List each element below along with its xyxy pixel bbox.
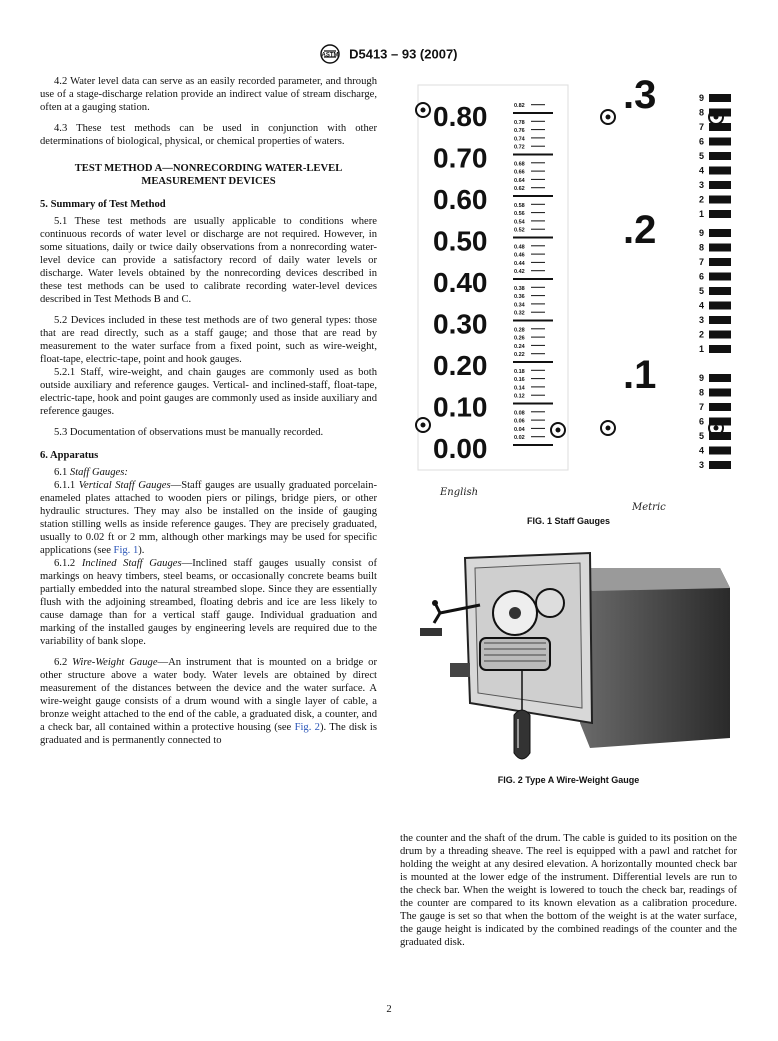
metric-minor-label: 1 (699, 344, 705, 354)
metric-minor-label: 4 (699, 445, 705, 456)
english-major-label: 0.00 (433, 433, 488, 464)
staff-gauge-drawing (413, 75, 738, 475)
housing-top-icon (580, 568, 730, 591)
paragraph-6-1: 6.1 Staff Gauges: (54, 467, 128, 478)
metric-tick-block (709, 123, 731, 131)
screw-center-icon (606, 115, 611, 120)
paragraph-5-1: 5.1 These test methods are usually applicable to conditions where continuous records of water level or discharge are not required. However, in some situations, daily or twice daily observations from a nonrecording water-level device can provide a satisfactory record of daily water levels or discharge. Water levels obtained by the nonrecording devices described in these test methods can be used to calibrate recording water-level devices described in Test Methods B and C. (40, 216, 377, 305)
english-minor-label: 0.14 (514, 385, 525, 392)
metric-minor-label: 3 (699, 180, 705, 190)
metric-minor-label: 6 (699, 271, 705, 282)
english-minor-label: 0.08 (514, 410, 525, 417)
fig2-link[interactable]: Fig. 2 (294, 722, 320, 733)
metric-minor-label: 4 (699, 300, 705, 311)
english-minor-label: 0.58 (514, 202, 525, 209)
metric-tick-block (709, 403, 731, 411)
english-minor-label: 0.52 (514, 227, 525, 234)
metric-minor-label: 2 (699, 329, 705, 340)
metric-tick-block (709, 316, 731, 324)
paragraph-5-2: 5.2 Devices included in these test methods are of two general types: those that are read directly, such as a staff gauge; and those that are read by measurement to the water surface from a fixed point, such as wire-weight, float-tape, electric-tape, point and hook gauges. (40, 315, 377, 365)
english-minor-label: 0.48 (514, 244, 525, 251)
metric-minor-label: 9 (699, 373, 705, 383)
english-minor-label: 0.62 (514, 186, 525, 193)
figure-1-caption: FIG. 1 Staff Gauges (526, 516, 611, 526)
english-minor-label: 0.46 (514, 252, 525, 259)
screw-center-icon (556, 428, 561, 433)
screw-center-icon (714, 426, 719, 431)
metric-minor-label: 9 (699, 93, 705, 103)
english-minor-label: 0.34 (514, 302, 525, 309)
metric-tick-block (709, 418, 731, 426)
english-major-label: 0.80 (433, 101, 488, 132)
english-major-label: 0.50 (433, 225, 488, 257)
left-column (40, 75, 377, 747)
english-minor-label: 0.82 (514, 103, 525, 110)
metric-tick-block (709, 210, 731, 218)
english-minor-label: 0.56 (514, 211, 525, 218)
screw-center-icon (421, 108, 426, 113)
english-minor-label: 0.16 (514, 377, 525, 384)
figure-2-caption: FIG. 2 Type A Wire-Weight Gauge (497, 775, 640, 785)
metric-tick-block (709, 461, 731, 469)
english-major-label: 0.10 (433, 391, 488, 423)
paragraph-continuation: the counter and the shaft of the drum. The cable is guided to its position on the drum by a threading sheave. The reel is equipped with a pawl and ratchet for holding the weight at any desired elevation. A horizontally mounted check bar is mounted at the lower edge of the instrument. Differential levels are run to the check bar. When the weight is lowered to touch the check bar, readings of the counter are compared to its known elevation as a calibration procedure. The gauge is set so that when the bottom of the weight is at the water surface, the gauge height is indicated by the combined readings of the counter and the graduated disk. (400, 833, 737, 948)
english-minor-label: 0.36 (514, 294, 525, 301)
english-minor-label: 0.18 (514, 368, 525, 375)
metric-minor-label: 3 (699, 315, 705, 325)
english-major-label: 0.20 (433, 350, 488, 381)
metric-minor-label: 7 (699, 402, 705, 412)
english-major-label: 0.40 (433, 267, 488, 298)
metric-tick-block (709, 152, 731, 160)
counter-icon (536, 589, 564, 617)
section-6-heading: 6. Apparatus (40, 450, 99, 461)
document-designation: D5413 – 93 (2007) (349, 46, 458, 62)
figure-1-staff-gauges (413, 75, 738, 475)
paragraph-6-1-2: 6.1.2 Inclined Staff Gauges—Inclined staff gauges usually consist of markings on heavy timbers, steel beams, or occasionally concrete beams built partially embedded into the natural streambed slope. Since they are essentially flush with the adjoining streambed, floating debris and ice are less likely to cause damage than for a vertical staff gauge. Individual graduation and marking of the installed gauges by engineering levels are required due to the variability of bank slope. (40, 558, 377, 647)
metric-minor-label: 9 (699, 228, 705, 238)
page-number: 2 (386, 1004, 392, 1015)
english-minor-label: 0.64 (514, 177, 525, 184)
english-major-label: 0.60 (433, 184, 488, 215)
english-minor-label: 0.12 (514, 393, 525, 400)
metric-minor-label: 6 (699, 136, 705, 147)
bronze-weight-icon (514, 710, 530, 759)
english-minor-label: 0.02 (514, 435, 525, 442)
metric-minor-label: 1 (699, 209, 705, 219)
paragraph-4-2: 4.2 Water level data can serve as an easily recorded parameter, and through use of a stage-discharge relation provide an indirect value of stream discharge, often at a gauging station. (40, 76, 377, 113)
metric-tick-block (709, 94, 731, 102)
english-minor-label: 0.28 (514, 327, 525, 334)
english-minor-label: 0.32 (514, 310, 525, 317)
english-minor-label: 0.68 (514, 161, 525, 168)
metric-tick-block (709, 138, 731, 146)
english-minor-label: 0.76 (514, 128, 525, 135)
metric-minor-label: 2 (699, 194, 705, 205)
metric-minor-label: 6 (699, 416, 705, 427)
metric-tick-block (709, 447, 731, 455)
metric-minor-label: 4 (699, 165, 705, 176)
metric-tick-block (709, 196, 731, 204)
fig1-link[interactable]: Fig. 1 (113, 545, 139, 556)
metric-minor-label: 5 (699, 151, 705, 161)
english-minor-label: 0.72 (514, 144, 525, 151)
right-column (400, 832, 737, 949)
svg-text:ASTM: ASTM (321, 52, 339, 59)
english-minor-label: 0.38 (514, 285, 525, 292)
metric-tick-block (709, 229, 731, 237)
english-major-label: 0.30 (433, 308, 488, 340)
metric-minor-label: 5 (699, 286, 705, 296)
english-minor-label: 0.66 (514, 169, 525, 176)
metric-tick-block (709, 374, 731, 382)
english-minor-label: 0.44 (514, 260, 525, 267)
paragraph-5-2-1: 5.2.1 Staff, wire-weight, and chain gauges are commonly used as both outside auxiliary and reference gauges. Vertical- and inclined-staff, float-tape, electric-tape, hook and point gauges are commonly used as inside auxiliary and reference gauges. (40, 367, 377, 417)
housing-side-icon (580, 568, 730, 748)
metric-major-label: .1 (623, 353, 657, 397)
metric-tick-block (709, 432, 731, 440)
metric-tick-block (709, 273, 731, 281)
english-minor-label: 0.54 (514, 219, 525, 226)
paragraph-5-3: 5.3 Documentation of observations must be manually recorded. (54, 427, 324, 438)
english-minor-label: 0.26 (514, 335, 525, 342)
paragraph-4-3: 4.3 These test methods can be used in conjunction with other determinations of biological, physical, or chemical properties of waters. (40, 123, 377, 147)
english-minor-label: 0.78 (514, 119, 525, 126)
astm-logo-icon (320, 44, 340, 64)
metric-tick-block (709, 287, 731, 295)
metric-minor-label: 8 (699, 107, 705, 118)
screw-center-icon (421, 423, 426, 428)
section-5-heading: 5. Summary of Test Method (40, 199, 166, 210)
english-minor-label: 0.24 (514, 343, 525, 350)
metric-tick-block (709, 345, 731, 353)
method-a-heading: TEST METHOD A—NONRECORDING WATER-LEVEL MEASUREMENT DEVICES (74, 163, 343, 187)
wire-weight-gauge-illustration (410, 543, 735, 768)
handwritten-english-label: English (440, 487, 479, 498)
english-minor-label: 0.22 (514, 352, 525, 359)
metric-minor-label: 7 (699, 122, 705, 132)
metric-major-label: .2 (623, 208, 657, 252)
english-minor-label: 0.04 (514, 426, 525, 433)
metric-minor-label: 3 (699, 460, 705, 470)
figure-2-wire-weight-gauge (410, 543, 735, 768)
metric-minor-label: 8 (699, 242, 705, 253)
metric-tick-block (709, 389, 731, 397)
metric-tick-block (709, 181, 731, 189)
metric-minor-label: 5 (699, 431, 705, 441)
metric-tick-block (709, 167, 731, 175)
page-header (0, 44, 778, 64)
metric-minor-label: 8 (699, 387, 705, 398)
paragraph-6-1-1: 6.1.1 Vertical Staff Gauges—Staff gauges are usually graduated porcelain-enameled plates attached to wooden piers or pilings, bridge piers, or other hydraulic structures. They may also be installed on the inside of gauging station stilling wells as inside reference gauges. They are precisely graduated, usually to 0.02 ft or 2 mm, although other markings may be used for specific applications (see Fig. 1). (40, 480, 377, 556)
english-minor-label: 0.74 (514, 136, 525, 143)
paragraph-6-2: 6.2 Wire-Weight Gauge—An instrument that is mounted on a bridge or other structure above a water body. Water levels are obtained by direct measurement of the distances between the device and the water surface. A wire-weight gauge consists of a drum wound with a single layer of cable, a bronze weight attached to the end of the cable, a graduated disk, a counter, and a check bar, all contained within a protective housing (see Fig. 2). The disk is graduated and is permanently connected to (40, 657, 377, 746)
screw-center-icon (606, 426, 611, 431)
metric-minor-label: 7 (699, 257, 705, 267)
english-minor-label: 0.06 (514, 418, 525, 425)
metric-tick-block (709, 109, 731, 117)
metric-tick-block (709, 244, 731, 252)
english-minor-label: 0.42 (514, 269, 525, 276)
metric-tick-block (709, 331, 731, 339)
english-major-label: 0.70 (433, 142, 488, 174)
handwritten-metric-label: Metric (632, 502, 666, 513)
metric-major-label: .3 (623, 75, 657, 117)
metric-tick-block (709, 302, 731, 310)
metric-tick-block (709, 258, 731, 266)
